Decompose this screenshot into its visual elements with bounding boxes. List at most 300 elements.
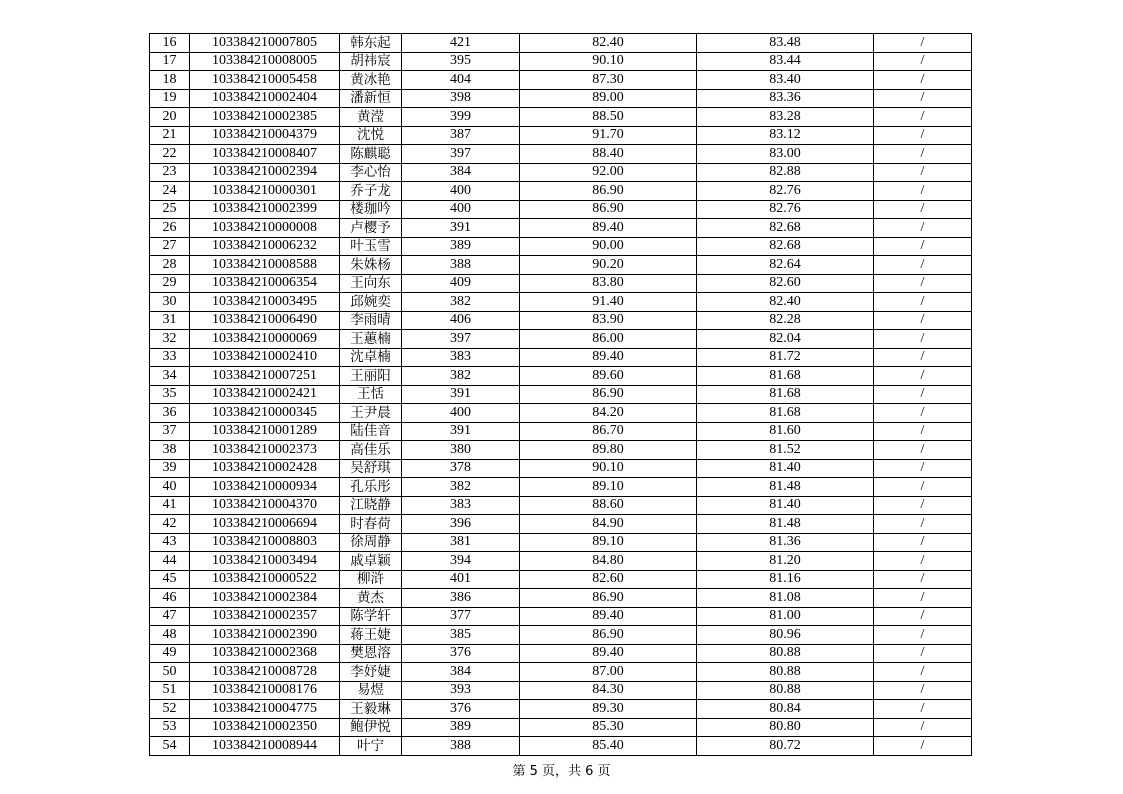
table-row	[150, 182, 972, 201]
total-score-cell: 81.68	[697, 385, 874, 404]
table-row	[150, 441, 972, 460]
total-score-cell: 82.76	[697, 200, 874, 219]
total-score-cell: 80.72	[697, 737, 874, 756]
seq-cell: 37	[150, 422, 190, 441]
note-cell: /	[874, 644, 972, 663]
exam-id-cell: 103384210006694	[190, 515, 340, 534]
results-table	[149, 33, 972, 756]
total-score-cell: 81.52	[697, 441, 874, 460]
seq-cell: 50	[150, 663, 190, 682]
table-row	[150, 718, 972, 737]
name-cell: 邱婉奕	[340, 293, 402, 312]
name-cell: 时春荷	[340, 515, 402, 534]
interview-score-cell: 91.70	[520, 126, 697, 145]
total-score-cell: 82.60	[697, 274, 874, 293]
table-row	[150, 256, 972, 275]
name-cell: 黄冰艳	[340, 71, 402, 90]
name-cell: 王向东	[340, 274, 402, 293]
note-cell: /	[874, 700, 972, 719]
table-row	[150, 478, 972, 497]
seq-cell: 31	[150, 311, 190, 330]
exam-id-cell: 103384210002390	[190, 626, 340, 645]
seq-cell: 39	[150, 459, 190, 478]
total-score-cell: 83.12	[697, 126, 874, 145]
note-cell: /	[874, 311, 972, 330]
interview-score-cell: 82.40	[520, 34, 697, 53]
name-cell: 卢樱予	[340, 219, 402, 238]
exam-id-cell: 103384210000345	[190, 404, 340, 423]
total-score-cell: 81.68	[697, 367, 874, 386]
written-score-cell: 395	[402, 52, 520, 71]
written-score-cell: 394	[402, 552, 520, 571]
interview-score-cell: 87.00	[520, 663, 697, 682]
total-score-cell: 80.88	[697, 663, 874, 682]
note-cell: /	[874, 348, 972, 367]
exam-id-cell: 103384210000301	[190, 182, 340, 201]
exam-id-cell: 103384210008176	[190, 681, 340, 700]
total-score-cell: 83.40	[697, 71, 874, 90]
table-row	[150, 367, 972, 386]
exam-id-cell: 103384210002350	[190, 718, 340, 737]
table-row	[150, 385, 972, 404]
total-score-cell: 81.16	[697, 570, 874, 589]
seq-cell: 19	[150, 89, 190, 108]
interview-score-cell: 86.90	[520, 589, 697, 608]
interview-score-cell: 90.20	[520, 256, 697, 275]
name-cell: 易煜	[340, 681, 402, 700]
table-row	[150, 496, 972, 515]
written-score-cell: 386	[402, 589, 520, 608]
seq-cell: 43	[150, 533, 190, 552]
interview-score-cell: 89.30	[520, 700, 697, 719]
written-score-cell: 406	[402, 311, 520, 330]
interview-score-cell: 86.90	[520, 626, 697, 645]
name-cell: 蒋王婕	[340, 626, 402, 645]
seq-cell: 46	[150, 589, 190, 608]
note-cell: /	[874, 737, 972, 756]
seq-cell: 21	[150, 126, 190, 145]
seq-cell: 22	[150, 145, 190, 164]
table-row	[150, 71, 972, 90]
total-score-cell: 82.88	[697, 163, 874, 182]
total-score-cell: 81.40	[697, 496, 874, 515]
exam-id-cell: 103384210002394	[190, 163, 340, 182]
exam-id-cell: 103384210006232	[190, 237, 340, 256]
table-row	[150, 89, 972, 108]
total-score-cell: 83.44	[697, 52, 874, 71]
written-score-cell: 377	[402, 607, 520, 626]
table-row	[150, 700, 972, 719]
note-cell: /	[874, 459, 972, 478]
name-cell: 李雨晴	[340, 311, 402, 330]
written-score-cell: 383	[402, 496, 520, 515]
page-number-footer: 第 5 页，共 6 页	[512, 764, 611, 779]
written-score-cell: 382	[402, 367, 520, 386]
written-score-cell: 384	[402, 663, 520, 682]
name-cell: 黄滢	[340, 108, 402, 127]
note-cell: /	[874, 607, 972, 626]
exam-id-cell: 103384210000069	[190, 330, 340, 349]
total-score-cell: 83.00	[697, 145, 874, 164]
seq-cell: 20	[150, 108, 190, 127]
seq-cell: 32	[150, 330, 190, 349]
note-cell: /	[874, 385, 972, 404]
exam-id-cell: 103384210008005	[190, 52, 340, 71]
total-score-cell: 82.28	[697, 311, 874, 330]
written-score-cell: 376	[402, 700, 520, 719]
seq-cell: 17	[150, 52, 190, 71]
total-score-cell: 83.28	[697, 108, 874, 127]
seq-cell: 51	[150, 681, 190, 700]
interview-score-cell: 85.30	[520, 718, 697, 737]
name-cell: 王丽阳	[340, 367, 402, 386]
interview-score-cell: 92.00	[520, 163, 697, 182]
interview-score-cell: 89.40	[520, 219, 697, 238]
total-score-cell: 81.48	[697, 515, 874, 534]
exam-id-cell: 103384210006354	[190, 274, 340, 293]
interview-score-cell: 89.00	[520, 89, 697, 108]
interview-score-cell: 89.40	[520, 644, 697, 663]
name-cell: 王毅琳	[340, 700, 402, 719]
written-score-cell: 400	[402, 182, 520, 201]
name-cell: 江晓静	[340, 496, 402, 515]
written-score-cell: 398	[402, 89, 520, 108]
interview-score-cell: 84.30	[520, 681, 697, 700]
written-score-cell: 382	[402, 293, 520, 312]
exam-id-cell: 103384210002428	[190, 459, 340, 478]
name-cell: 胡祎宸	[340, 52, 402, 71]
written-score-cell: 385	[402, 626, 520, 645]
table-row	[150, 589, 972, 608]
written-score-cell: 376	[402, 644, 520, 663]
name-cell: 楼珈吟	[340, 200, 402, 219]
name-cell: 沈悦	[340, 126, 402, 145]
total-score-cell: 81.36	[697, 533, 874, 552]
total-score-cell: 82.68	[697, 219, 874, 238]
written-score-cell: 404	[402, 71, 520, 90]
note-cell: /	[874, 126, 972, 145]
seq-cell: 53	[150, 718, 190, 737]
written-score-cell: 400	[402, 200, 520, 219]
total-score-cell: 80.88	[697, 644, 874, 663]
interview-score-cell: 84.90	[520, 515, 697, 534]
total-score-cell: 82.40	[697, 293, 874, 312]
interview-score-cell: 89.80	[520, 441, 697, 460]
exam-id-cell: 103384210003495	[190, 293, 340, 312]
seq-cell: 36	[150, 404, 190, 423]
name-cell: 徐周静	[340, 533, 402, 552]
table-row	[150, 552, 972, 571]
total-score-cell: 82.68	[697, 237, 874, 256]
seq-cell: 44	[150, 552, 190, 571]
interview-score-cell: 86.90	[520, 200, 697, 219]
written-score-cell: 378	[402, 459, 520, 478]
table-row	[150, 626, 972, 645]
seq-cell: 33	[150, 348, 190, 367]
seq-cell: 52	[150, 700, 190, 719]
seq-cell: 34	[150, 367, 190, 386]
seq-cell: 54	[150, 737, 190, 756]
name-cell: 王尹晨	[340, 404, 402, 423]
note-cell: /	[874, 330, 972, 349]
interview-score-cell: 88.40	[520, 145, 697, 164]
total-score-cell: 80.88	[697, 681, 874, 700]
written-score-cell: 387	[402, 126, 520, 145]
exam-id-cell: 103384210006490	[190, 311, 340, 330]
interview-score-cell: 86.00	[520, 330, 697, 349]
note-cell: /	[874, 441, 972, 460]
name-cell: 韩东起	[340, 34, 402, 53]
note-cell: /	[874, 200, 972, 219]
table-row	[150, 311, 972, 330]
note-cell: /	[874, 681, 972, 700]
seq-cell: 24	[150, 182, 190, 201]
written-score-cell: 393	[402, 681, 520, 700]
note-cell: /	[874, 533, 972, 552]
table-row	[150, 607, 972, 626]
interview-score-cell: 90.10	[520, 52, 697, 71]
written-score-cell: 388	[402, 737, 520, 756]
note-cell: /	[874, 274, 972, 293]
seq-cell: 42	[150, 515, 190, 534]
note-cell: /	[874, 145, 972, 164]
table-row	[150, 293, 972, 312]
interview-score-cell: 90.00	[520, 237, 697, 256]
written-score-cell: 399	[402, 108, 520, 127]
name-cell: 鲍伊悦	[340, 718, 402, 737]
written-score-cell: 389	[402, 237, 520, 256]
name-cell: 戚卓颖	[340, 552, 402, 571]
note-cell: /	[874, 626, 972, 645]
table-row	[150, 681, 972, 700]
interview-score-cell: 82.60	[520, 570, 697, 589]
exam-id-cell: 103384210007251	[190, 367, 340, 386]
note-cell: /	[874, 89, 972, 108]
note-cell: /	[874, 237, 972, 256]
note-cell: /	[874, 256, 972, 275]
exam-id-cell: 103384210002357	[190, 607, 340, 626]
name-cell: 王恬	[340, 385, 402, 404]
total-score-cell: 80.96	[697, 626, 874, 645]
table-row	[150, 274, 972, 293]
interview-score-cell: 83.80	[520, 274, 697, 293]
note-cell: /	[874, 589, 972, 608]
table-row	[150, 515, 972, 534]
note-cell: /	[874, 478, 972, 497]
interview-score-cell: 86.70	[520, 422, 697, 441]
total-score-cell: 82.04	[697, 330, 874, 349]
note-cell: /	[874, 34, 972, 53]
name-cell: 李心怡	[340, 163, 402, 182]
interview-score-cell: 83.90	[520, 311, 697, 330]
interview-score-cell: 91.40	[520, 293, 697, 312]
name-cell: 黄杰	[340, 589, 402, 608]
name-cell: 柳浒	[340, 570, 402, 589]
seq-cell: 29	[150, 274, 190, 293]
table-row	[150, 200, 972, 219]
exam-id-cell: 103384210002410	[190, 348, 340, 367]
total-score-cell: 82.76	[697, 182, 874, 201]
note-cell: /	[874, 182, 972, 201]
seq-cell: 41	[150, 496, 190, 515]
exam-id-cell: 103384210003494	[190, 552, 340, 571]
seq-cell: 18	[150, 71, 190, 90]
table-row	[150, 348, 972, 367]
name-cell: 陆佳音	[340, 422, 402, 441]
interview-score-cell: 89.10	[520, 478, 697, 497]
exam-id-cell: 103384210008588	[190, 256, 340, 275]
exam-id-cell: 103384210000522	[190, 570, 340, 589]
exam-id-cell: 103384210002373	[190, 441, 340, 460]
total-score-cell: 83.48	[697, 34, 874, 53]
exam-id-cell: 103384210002385	[190, 108, 340, 127]
written-score-cell: 380	[402, 441, 520, 460]
written-score-cell: 397	[402, 330, 520, 349]
table-row	[150, 108, 972, 127]
interview-score-cell: 88.60	[520, 496, 697, 515]
total-score-cell: 80.80	[697, 718, 874, 737]
exam-id-cell: 103384210000934	[190, 478, 340, 497]
written-score-cell: 389	[402, 718, 520, 737]
exam-id-cell: 103384210002421	[190, 385, 340, 404]
note-cell: /	[874, 496, 972, 515]
interview-score-cell: 89.40	[520, 348, 697, 367]
written-score-cell: 400	[402, 404, 520, 423]
name-cell: 李妤婕	[340, 663, 402, 682]
name-cell: 孔乐彤	[340, 478, 402, 497]
note-cell: /	[874, 552, 972, 571]
written-score-cell: 383	[402, 348, 520, 367]
exam-id-cell: 103384210001289	[190, 422, 340, 441]
total-score-cell: 83.36	[697, 89, 874, 108]
exam-id-cell: 103384210007805	[190, 34, 340, 53]
name-cell: 王蕙楠	[340, 330, 402, 349]
name-cell: 吴舒琪	[340, 459, 402, 478]
exam-id-cell: 103384210002399	[190, 200, 340, 219]
total-score-cell: 81.60	[697, 422, 874, 441]
note-cell: /	[874, 71, 972, 90]
total-score-cell: 81.68	[697, 404, 874, 423]
table-body	[150, 34, 972, 756]
table-row	[150, 163, 972, 182]
total-score-cell: 81.72	[697, 348, 874, 367]
name-cell: 叶宁	[340, 737, 402, 756]
written-score-cell: 391	[402, 385, 520, 404]
exam-id-cell: 103384210002384	[190, 589, 340, 608]
name-cell: 乔子龙	[340, 182, 402, 201]
exam-id-cell: 103384210008803	[190, 533, 340, 552]
total-score-cell: 81.48	[697, 478, 874, 497]
exam-id-cell: 103384210008944	[190, 737, 340, 756]
seq-cell: 49	[150, 644, 190, 663]
written-score-cell: 382	[402, 478, 520, 497]
written-score-cell: 381	[402, 533, 520, 552]
interview-score-cell: 88.50	[520, 108, 697, 127]
seq-cell: 35	[150, 385, 190, 404]
name-cell: 朱姝杨	[340, 256, 402, 275]
seq-cell: 45	[150, 570, 190, 589]
seq-cell: 16	[150, 34, 190, 53]
table-row	[150, 404, 972, 423]
total-score-cell: 82.64	[697, 256, 874, 275]
name-cell: 潘新恒	[340, 89, 402, 108]
name-cell: 陈麒聪	[340, 145, 402, 164]
interview-score-cell: 85.40	[520, 737, 697, 756]
written-score-cell: 391	[402, 219, 520, 238]
seq-cell: 26	[150, 219, 190, 238]
written-score-cell: 421	[402, 34, 520, 53]
note-cell: /	[874, 367, 972, 386]
written-score-cell: 409	[402, 274, 520, 293]
name-cell: 叶玉雪	[340, 237, 402, 256]
name-cell: 高佳乐	[340, 441, 402, 460]
written-score-cell: 401	[402, 570, 520, 589]
written-score-cell: 396	[402, 515, 520, 534]
exam-id-cell: 103384210004370	[190, 496, 340, 515]
name-cell: 陈学轩	[340, 607, 402, 626]
note-cell: /	[874, 570, 972, 589]
table-row	[150, 237, 972, 256]
note-cell: /	[874, 293, 972, 312]
exam-id-cell: 103384210008728	[190, 663, 340, 682]
exam-id-cell: 103384210004379	[190, 126, 340, 145]
table-row	[150, 219, 972, 238]
written-score-cell: 388	[402, 256, 520, 275]
table-row	[150, 34, 972, 53]
interview-score-cell: 89.60	[520, 367, 697, 386]
exam-id-cell: 103384210008407	[190, 145, 340, 164]
table-row	[150, 145, 972, 164]
note-cell: /	[874, 219, 972, 238]
table-row	[150, 126, 972, 145]
interview-score-cell: 89.40	[520, 607, 697, 626]
table-row	[150, 533, 972, 552]
written-score-cell: 391	[402, 422, 520, 441]
table-row	[150, 459, 972, 478]
note-cell: /	[874, 663, 972, 682]
seq-cell: 48	[150, 626, 190, 645]
table-row	[150, 330, 972, 349]
total-score-cell: 81.20	[697, 552, 874, 571]
table-row	[150, 644, 972, 663]
table-row	[150, 422, 972, 441]
seq-cell: 25	[150, 200, 190, 219]
name-cell: 沈卓楠	[340, 348, 402, 367]
table-row	[150, 52, 972, 71]
interview-score-cell: 86.90	[520, 182, 697, 201]
seq-cell: 40	[150, 478, 190, 497]
written-score-cell: 384	[402, 163, 520, 182]
interview-score-cell: 90.10	[520, 459, 697, 478]
name-cell: 樊恩溶	[340, 644, 402, 663]
exam-id-cell: 103384210000008	[190, 219, 340, 238]
interview-score-cell: 87.30	[520, 71, 697, 90]
seq-cell: 30	[150, 293, 190, 312]
seq-cell: 23	[150, 163, 190, 182]
total-score-cell: 80.84	[697, 700, 874, 719]
exam-id-cell: 103384210002404	[190, 89, 340, 108]
interview-score-cell: 84.20	[520, 404, 697, 423]
seq-cell: 47	[150, 607, 190, 626]
interview-score-cell: 86.90	[520, 385, 697, 404]
total-score-cell: 81.40	[697, 459, 874, 478]
note-cell: /	[874, 422, 972, 441]
seq-cell: 38	[150, 441, 190, 460]
total-score-cell: 81.08	[697, 589, 874, 608]
note-cell: /	[874, 163, 972, 182]
interview-score-cell: 89.10	[520, 533, 697, 552]
exam-id-cell: 103384210002368	[190, 644, 340, 663]
